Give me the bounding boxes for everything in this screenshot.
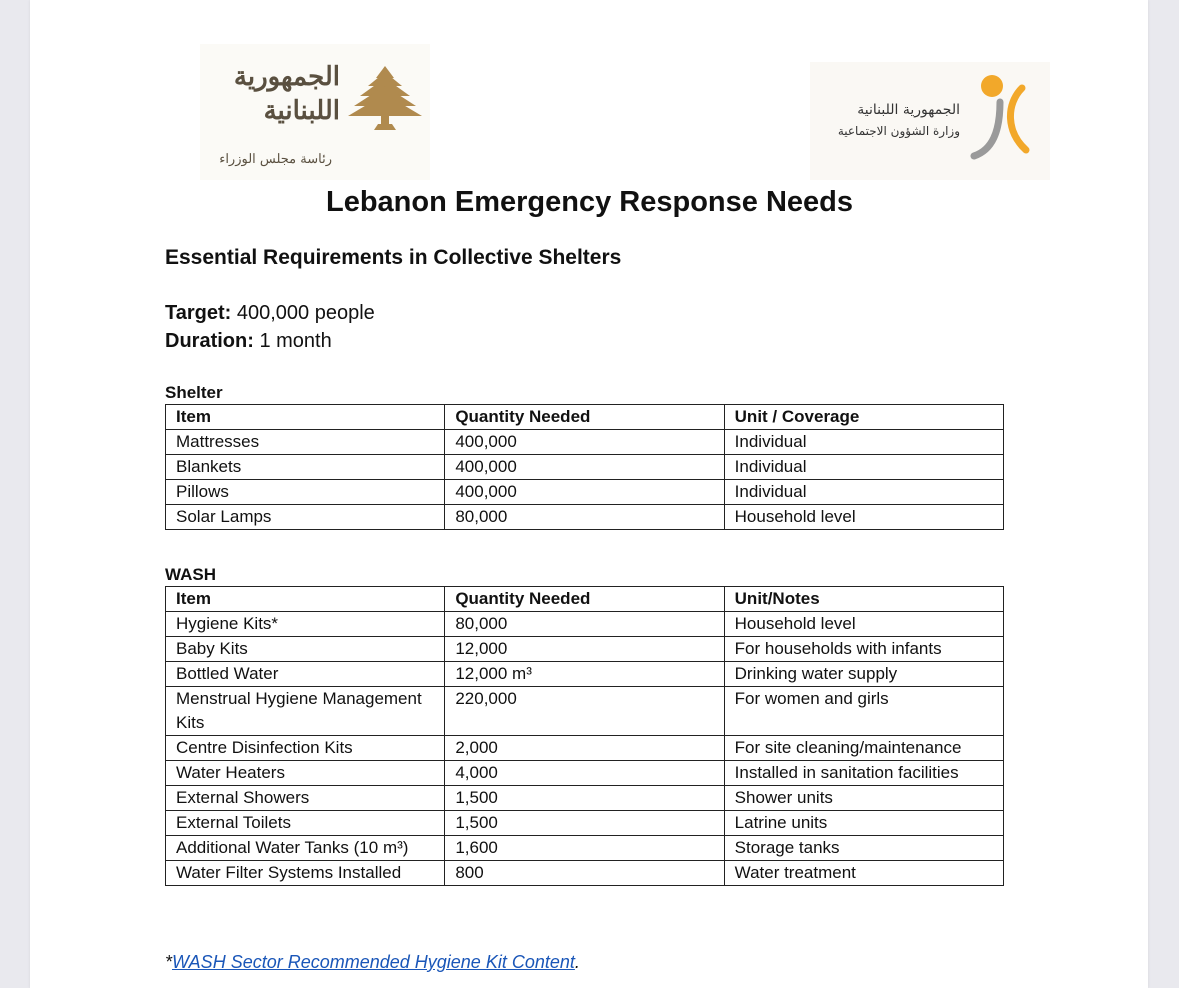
table-cell: Household level <box>724 505 1003 530</box>
duration-label: Duration: <box>165 330 254 352</box>
table-row <box>166 811 1004 836</box>
table-cell: 12,000 <box>445 637 724 662</box>
table-row <box>166 430 1004 455</box>
target-line <box>165 302 375 325</box>
table-cell: Solar Lamps <box>166 505 445 530</box>
table-cell: Pillows <box>166 480 445 505</box>
table-cell: 4,000 <box>445 761 724 786</box>
table-cell: Additional Water Tanks (10 m³) <box>166 836 445 861</box>
table-cell: Installed in sanitation facilities <box>724 761 1003 786</box>
table-cell: 80,000 <box>445 505 724 530</box>
column-header: Unit/Notes <box>724 587 1003 612</box>
hygiene-kit-content-link[interactable]: WASH Sector Recommended Hygiene Kit Content <box>172 952 575 972</box>
target-label: Target: <box>165 302 232 324</box>
wash-table <box>165 586 1004 886</box>
table-cell: For women and girls <box>724 687 1003 736</box>
cedar-tree-icon <box>346 64 424 136</box>
footnote <box>165 952 580 973</box>
mosa-emblem-icon <box>970 70 1034 170</box>
table-cell: 400,000 <box>445 480 724 505</box>
table-cell: Centre Disinfection Kits <box>166 736 445 761</box>
table-cell: 80,000 <box>445 612 724 637</box>
document-title: Lebanon Emergency Response Needs <box>326 186 853 218</box>
logo-arabic-small: رئاسة مجلس الوزراء <box>219 152 332 167</box>
table-cell: Individual <box>724 430 1003 455</box>
table-cell: 1,500 <box>445 786 724 811</box>
column-header: Quantity Needed <box>445 587 724 612</box>
table-cell: Baby Kits <box>166 637 445 662</box>
table-cell: Individual <box>724 455 1003 480</box>
duration-value: 1 month <box>253 330 332 352</box>
wash-section-label: WASH <box>165 565 216 584</box>
table-row <box>166 687 1004 736</box>
table-cell: Latrine units <box>724 811 1003 836</box>
shelter-section-label: Shelter <box>165 383 223 402</box>
table-header-row <box>166 587 1004 612</box>
table-cell: For site cleaning/maintenance <box>724 736 1003 761</box>
column-header: Item <box>166 405 445 430</box>
footnote-marker: * <box>165 952 173 972</box>
table-cell: Household level <box>724 612 1003 637</box>
table-row <box>166 505 1004 530</box>
table-cell: Mattresses <box>166 430 445 455</box>
table-cell: Water treatment <box>724 861 1003 886</box>
table-row <box>166 736 1004 761</box>
table-row <box>166 612 1004 637</box>
table-row <box>166 455 1004 480</box>
logo-arabic-line2: اللبنانية <box>263 96 340 126</box>
mosa-arabic-line1: الجمهورية اللبنانية <box>857 102 960 118</box>
table-cell: Water Heaters <box>166 761 445 786</box>
table-cell: 220,000 <box>445 687 724 736</box>
target-value: 400,000 people <box>231 302 375 324</box>
table-cell: Blankets <box>166 455 445 480</box>
table-cell: 1,500 <box>445 811 724 836</box>
table-row <box>166 480 1004 505</box>
table-row <box>166 836 1004 861</box>
table-row <box>166 637 1004 662</box>
column-header: Quantity Needed <box>445 405 724 430</box>
table-header-row <box>166 405 1004 430</box>
table-row <box>166 662 1004 687</box>
table-cell: 400,000 <box>445 455 724 480</box>
table-cell: External Toilets <box>166 811 445 836</box>
ministry-social-affairs-logo <box>810 62 1050 180</box>
table-cell: Storage tanks <box>724 836 1003 861</box>
table-cell: Hygiene Kits* <box>166 612 445 637</box>
table-row <box>166 761 1004 786</box>
table-cell: Drinking water supply <box>724 662 1003 687</box>
table-cell: Shower units <box>724 786 1003 811</box>
table-cell: 2,000 <box>445 736 724 761</box>
mosa-arabic-line2: وزارة الشؤون الاجتماعية <box>837 124 960 138</box>
table-cell: Water Filter Systems Installed <box>166 861 445 886</box>
table-cell: 400,000 <box>445 430 724 455</box>
table-cell: 800 <box>445 861 724 886</box>
table-row <box>166 861 1004 886</box>
logo-arabic-line1: الجمهورية <box>233 62 340 92</box>
document-subtitle: Essential Requirements in Collective Shelters <box>165 246 622 269</box>
council-of-ministers-logo <box>200 44 430 180</box>
table-cell: For households with infants <box>724 637 1003 662</box>
column-header: Unit / Coverage <box>724 405 1003 430</box>
shelter-table <box>165 404 1004 530</box>
table-cell: External Showers <box>166 786 445 811</box>
table-cell: Individual <box>724 480 1003 505</box>
duration-line <box>165 330 332 353</box>
table-cell: 12,000 m³ <box>445 662 724 687</box>
footnote-suffix: . <box>574 952 580 972</box>
table-row <box>166 786 1004 811</box>
table-cell: 1,600 <box>445 836 724 861</box>
table-cell: Bottled Water <box>166 662 445 687</box>
column-header: Item <box>166 587 445 612</box>
table-cell: Menstrual Hygiene Management Kits <box>166 687 445 736</box>
